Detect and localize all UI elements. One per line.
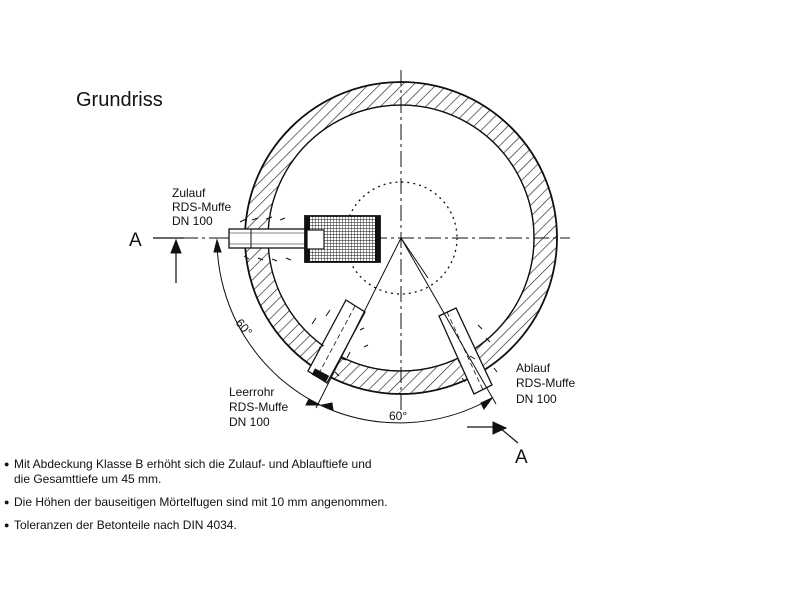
svg-text:Ablauf: Ablauf	[516, 361, 551, 375]
empty-pipe-label	[229, 385, 288, 429]
svg-text:DN 100: DN 100	[229, 415, 270, 429]
svg-text:RDS-Muffe: RDS-Muffe	[229, 400, 289, 414]
notes-list	[4, 457, 524, 541]
bullet-icon: ●	[4, 520, 10, 530]
svg-text:RDS-Muffe: RDS-Muffe	[172, 200, 232, 214]
note-item: ● Mit Abdeckung Klasse B erhöht sich die Zulauf- und Ablauftiefe und die Gesamttiefe um 45 mm.	[4, 457, 372, 486]
angle-label-left: 60°	[232, 315, 256, 339]
bullet-icon: ●	[4, 459, 10, 469]
note-item: ● Die Höhen der bauseitigen Mörtelfugen sind mit 10 mm angenommen.	[4, 495, 388, 509]
radius-line	[401, 238, 428, 278]
sieve-basket	[305, 216, 380, 262]
note-item: ● Toleranzen der Betonteile nach DIN 4034.	[4, 518, 237, 532]
svg-text:Leerrohr: Leerrohr	[229, 385, 275, 399]
section-mark-left: A	[129, 230, 142, 251]
angle-label-bottom: 60°	[389, 409, 408, 423]
svg-text:Zulauf: Zulauf	[172, 186, 206, 200]
inlet-label	[172, 186, 231, 228]
drawing-title: Grundriss	[76, 89, 163, 111]
svg-text:RDS-Muffe: RDS-Muffe	[516, 376, 576, 390]
svg-text:DN 100: DN 100	[516, 392, 557, 406]
section-mark-right: A	[515, 447, 528, 468]
bullet-icon: ●	[4, 497, 10, 507]
svg-text:DN 100: DN 100	[172, 214, 213, 228]
outlet-label	[516, 361, 575, 406]
